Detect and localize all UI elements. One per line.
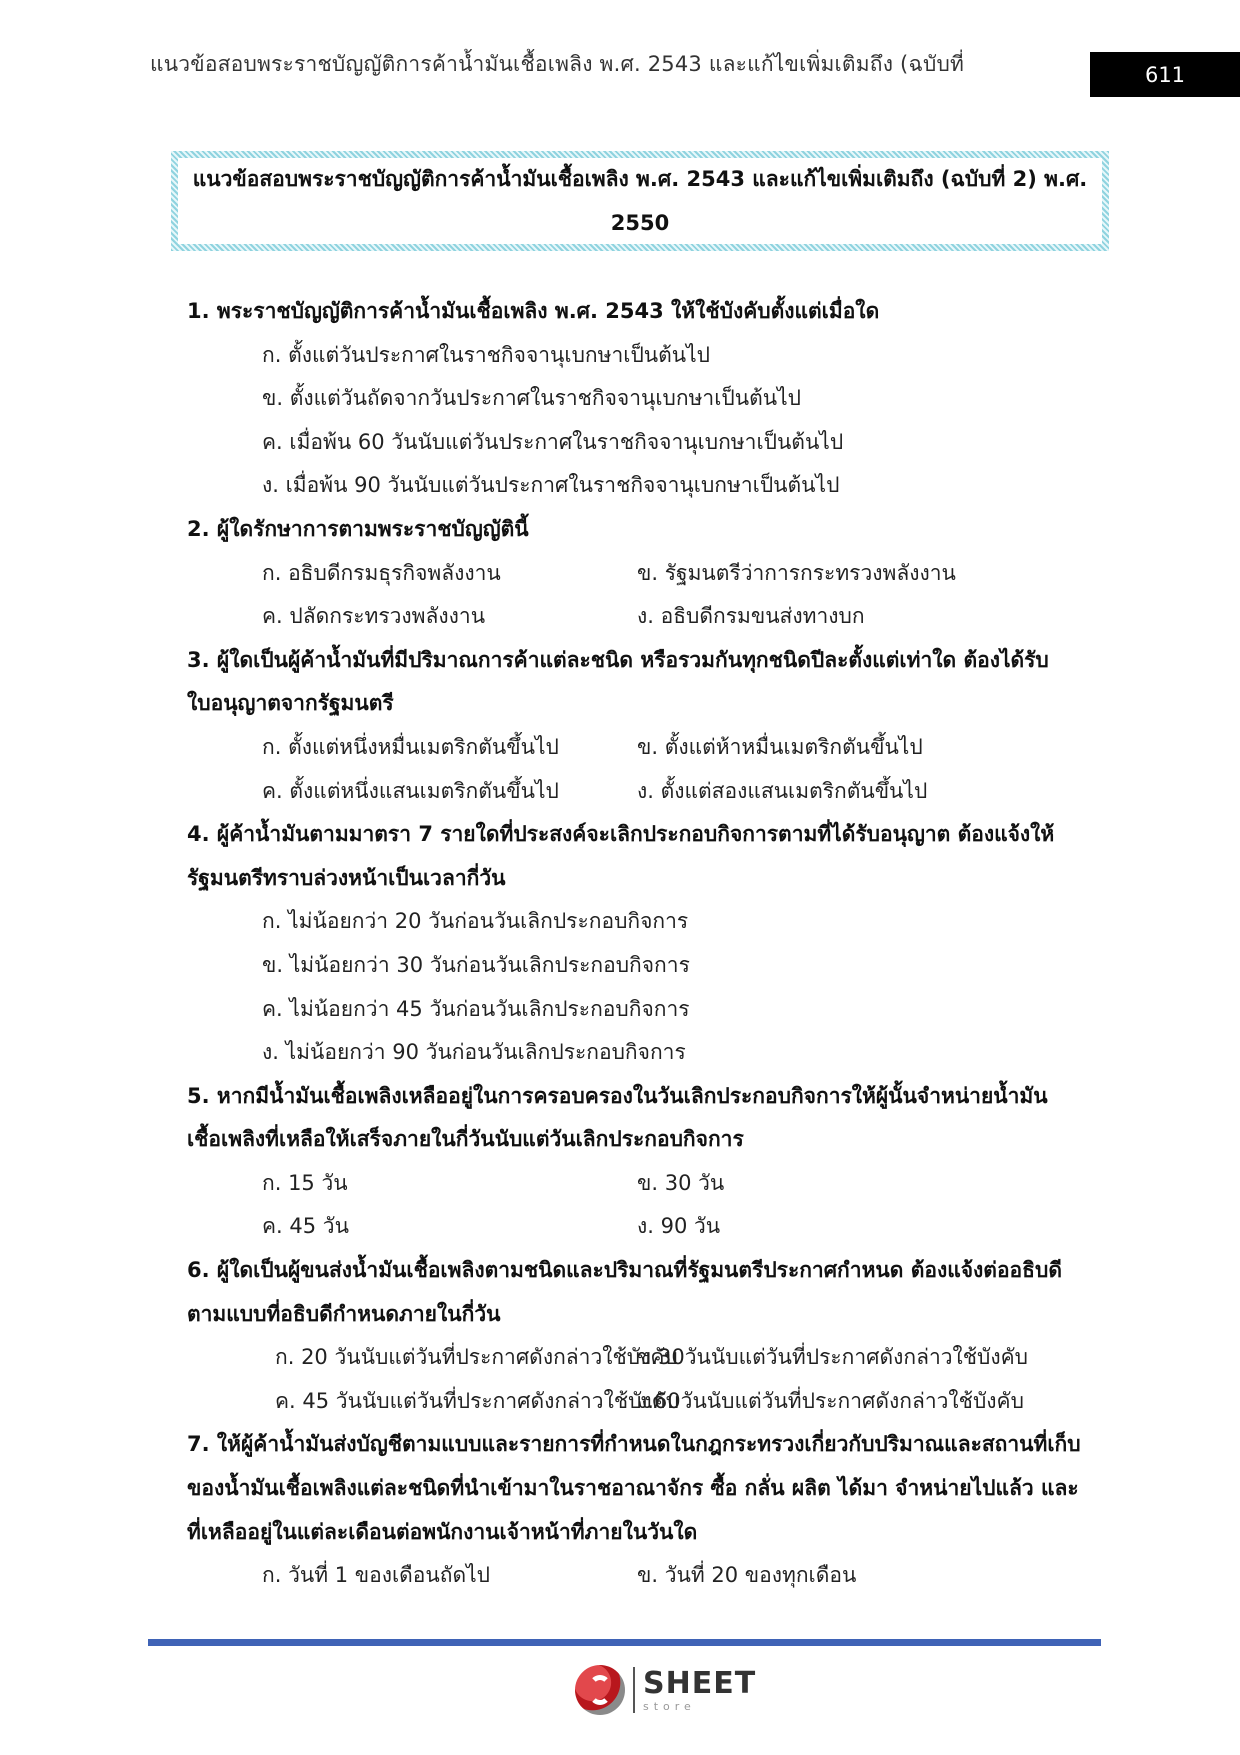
option-2a: ก. อธิบดีกรมธุรกิจพลังงาน <box>262 560 501 585</box>
title-line-1: แนวข้อสอบพระราชบัญญัติการค้าน้ำมันเชื้อเพลิง พ.ศ. 2543 และแก้ไขเพิ่มเติมถึง (ฉบับที่ 2) พ.ศ. <box>192 167 1088 191</box>
title-box <box>171 151 1109 251</box>
page-number: 611 <box>1090 52 1240 97</box>
options-row-3-2 <box>187 770 1107 814</box>
question-7: 7. ให้ผู้ค้าน้ำมันส่งบัญชีตามแบบและรายการที่กำหนดในกฎกระทรวงเกี่ยวกับปริมาณและสถานที่เก็บ <box>187 1432 1081 1457</box>
option-5a: ก. 15 วัน <box>262 1170 348 1195</box>
question-3: 3. ผู้ใดเป็นผู้ค้าน้ำมันที่มีปริมาณการค้าแต่ละชนิด หรือรวมกันทุกชนิดปีละตั้งแต่เท่าใด ต้องได้รับ <box>187 647 1049 672</box>
option-3a: ก. ตั้งแต่หนึ่งหมื่นเมตริกตันขึ้นไป <box>262 734 559 759</box>
option-1d: ง. เมื่อพ้น 90 วันนับแต่วันประกาศในราชกิจจานุเบกษาเป็นต้นไป <box>262 473 840 498</box>
options-row-2-2 <box>187 595 1107 639</box>
option-7b: ข. วันที่ 20 ของทุกเดือน <box>637 1563 857 1588</box>
option-6d: ง.60วันนับแต่วันที่ประกาศดังกล่าวใช้บังคับ <box>637 1388 1024 1413</box>
title-box-inner <box>178 158 1102 244</box>
options-row-6-1 <box>187 1336 1107 1380</box>
running-header-title: แนวข้อสอบพระราชบัญญัติการค้าน้ำมันเชื้อเพลิง พ.ศ. 2543 และแก้ไขเพิ่มเติมถึง (ฉบับที่ <box>150 52 965 76</box>
question-7-cont-1: ของน้ำมันเชื้อเพลิงแต่ละชนิดที่นำเข้ามาในราชอาณาจักร ซื้อ กลั่น ผลิต ได้มา จำหน่ายไปแล้ว และ <box>187 1476 1079 1501</box>
option-6a: ก. 20 วันนับแต่วันที่ประกาศดังกล่าวใช้บังคับ <box>275 1345 678 1370</box>
options-row-6-2 <box>187 1380 1107 1424</box>
options-row-3-1 <box>187 726 1107 770</box>
options-row-5-2 <box>187 1205 1107 1249</box>
option-2b: ข. รัฐมนตรีว่าการกระทรวงพลังงาน <box>637 560 956 585</box>
option-5d: ง. 90 วัน <box>637 1214 721 1239</box>
question-list <box>187 290 1107 1598</box>
option-6b: ข.30วันนับแต่วันที่ประกาศดังกล่าวใช้บังคับ <box>637 1345 1029 1370</box>
footer-rule <box>148 1639 1101 1646</box>
options-row-7-1 <box>187 1554 1107 1598</box>
options-row-2-1 <box>187 552 1107 596</box>
option-3d: ง. ตั้งแต่สองแสนเมตริกตันขึ้นไป <box>637 778 928 803</box>
option-4d: ง. ไม่น้อยกว่า 90 วันก่อนวันเลิกประกอบกิจการ <box>262 1040 686 1065</box>
question-1: 1. พระราชบัญญัติการค้าน้ำมันเชื้อเพลิง พ.ศ. 2543 ให้ใช้บังคับตั้งแต่เมื่อใด <box>187 299 880 323</box>
option-4c: ค. ไม่น้อยกว่า 45 วันก่อนวันเลิกประกอบกิจการ <box>262 996 690 1021</box>
question-5: 5. หากมีน้ำมันเชื้อเพลิงเหลืออยู่ในการครอบครองในวันเลิกประกอบกิจการให้ผู้นั้นจำหน่ายน้ำมัน <box>187 1083 1048 1108</box>
question-4-cont: รัฐมนตรีทราบล่วงหน้าเป็นเวลากี่วัน <box>187 865 506 890</box>
option-1a: ก. ตั้งแต่วันประกาศในราชกิจจานุเบกษาเป็นต้นไป <box>262 342 711 367</box>
option-2c: ค. ปลัดกระทรวงพลังงาน <box>262 604 486 629</box>
option-1b: ข. ตั้งแต่วันถัดจากวันประกาศในราชกิจจานุเบกษาเป็นต้นไป <box>262 386 801 411</box>
title-line-2: 2550 <box>610 211 670 235</box>
question-7-cont-2: ที่เหลืออยู่ในแต่ละเดือนต่อพนักงานเจ้าหน้าที่ภายในวันใด <box>187 1519 698 1544</box>
question-5-cont: เชื้อเพลิงที่เหลือให้เสร็จภายในกี่วันนับแต่วันเลิกประกอบกิจการ <box>187 1127 744 1152</box>
question-3-cont: ใบอนุญาตจากรัฐมนตรี <box>187 691 394 716</box>
option-4b: ข. ไม่น้อยกว่า 30 วันก่อนวันเลิกประกอบกิจการ <box>262 952 690 977</box>
logo-divider <box>633 1667 635 1713</box>
logo-s-icon <box>575 1665 625 1715</box>
logo-text <box>643 1665 757 1713</box>
option-2d: ง. อธิบดีกรมขนส่งทางบก <box>637 604 865 629</box>
question-6-cont: ตามแบบที่อธิบดีกำหนดภายในกี่วัน <box>187 1301 501 1326</box>
option-5c: ค. 45 วัน <box>262 1214 349 1239</box>
question-2: 2. ผู้ใดรักษาการตามพระราชบัญญัตินี้ <box>187 516 529 541</box>
option-3b: ข. ตั้งแต่ห้าหมื่นเมตริกตันขึ้นไป <box>637 734 923 759</box>
option-1c: ค. เมื่อพ้น 60 วันนับแต่วันประกาศในราชกิจจานุเบกษาเป็นต้นไป <box>262 429 844 454</box>
question-6: 6. ผู้ใดเป็นผู้ขนส่งน้ำมันเชื้อเพลิงตามชนิดและปริมาณที่รัฐมนตรีประกาศกำหนด ต้องแจ้งต่ออธิบดี <box>187 1258 1062 1283</box>
logo-sub: store <box>643 1699 696 1713</box>
question-4: 4. ผู้ค้าน้ำมันตามมาตรา 7 รายใดที่ประสงค์จะเลิกประกอบกิจการตามที่ได้รับอนุญาต ต้องแจ้งให้ <box>187 822 1055 847</box>
option-4a: ก. ไม่น้อยกว่า 20 วันก่อนวันเลิกประกอบกิจการ <box>262 909 689 934</box>
options-row-5-1 <box>187 1162 1107 1206</box>
sheet-store-logo <box>575 1662 756 1718</box>
option-5b: ข. 30 วัน <box>637 1170 725 1195</box>
option-7a: ก. วันที่ 1 ของเดือนถัดไป <box>262 1563 491 1588</box>
option-3c: ค. ตั้งแต่หนึ่งแสนเมตริกตันขึ้นไป <box>262 778 559 803</box>
logo-name: SHEET <box>643 1665 757 1701</box>
option-6c: ค. 45 วันนับแต่วันที่ประกาศดังกล่าวใช้บังคับ <box>275 1388 680 1413</box>
